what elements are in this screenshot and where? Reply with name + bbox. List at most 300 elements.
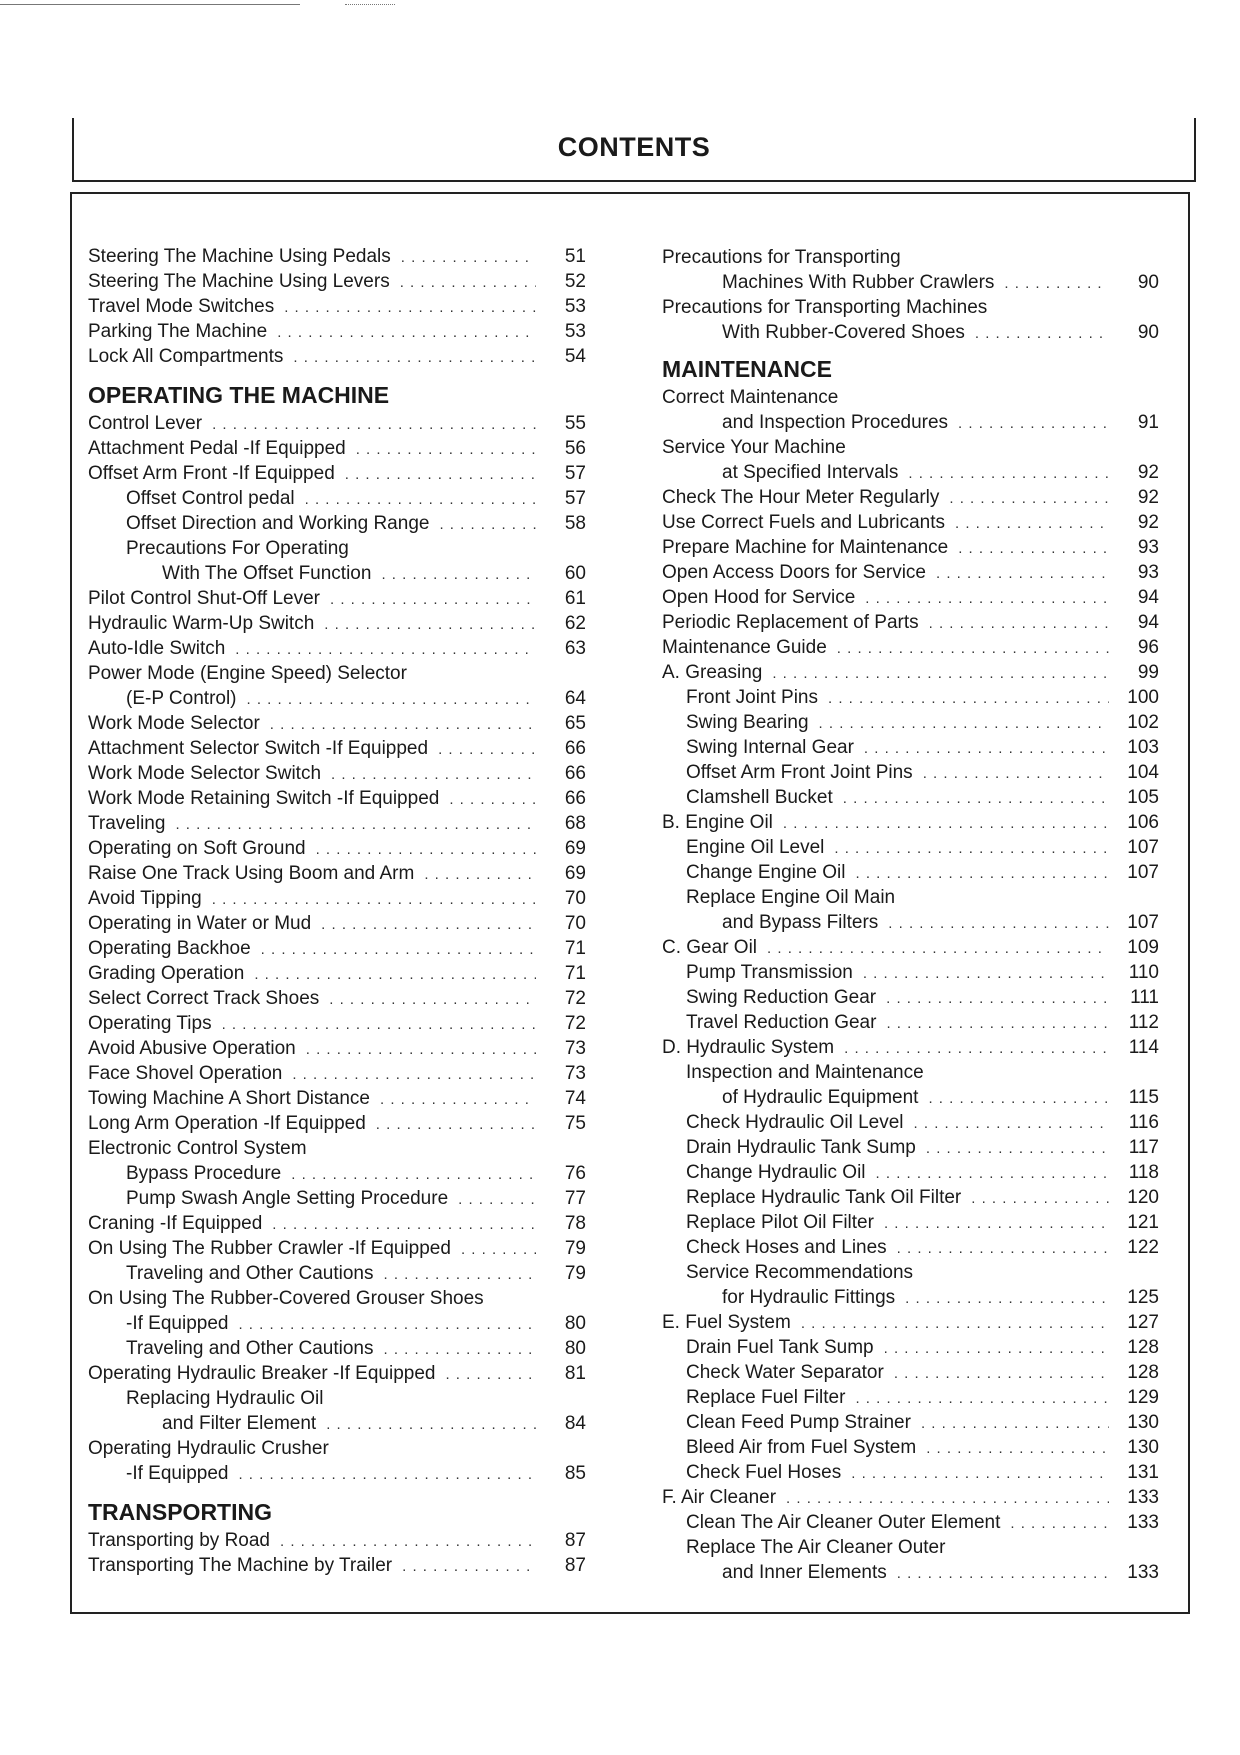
dot-leader bbox=[801, 1311, 1109, 1336]
toc-entry[interactable] bbox=[662, 710, 1159, 735]
dot-leader bbox=[865, 586, 1109, 611]
toc-entry-label: Offset Control pedal bbox=[126, 488, 295, 509]
toc-page-number: 66 bbox=[564, 788, 586, 809]
dot-leader bbox=[238, 1312, 536, 1337]
toc-page-number: 133 bbox=[1127, 1562, 1159, 1583]
toc-page-number: 103 bbox=[1127, 737, 1159, 758]
toc-page-number: 87 bbox=[564, 1555, 586, 1576]
toc-entry-label: Open Access Doors for Service bbox=[662, 562, 926, 583]
toc-entry-label: C. Gear Oil bbox=[662, 937, 758, 958]
toc-entry-label: Replacing Hydraulic Oil bbox=[126, 1388, 324, 1409]
toc-entry-label: On Using The Rubber Crawler -If Equipped bbox=[88, 1238, 451, 1259]
toc-entry-label: Parking The Machine bbox=[88, 321, 268, 342]
toc-page-number: 69 bbox=[564, 863, 586, 884]
toc-entry-label: Change Engine Oil bbox=[686, 862, 846, 883]
toc-entry-label: With Rubber-Covered Shoes bbox=[722, 322, 965, 343]
toc-entry[interactable] bbox=[662, 1085, 1159, 1110]
dot-leader bbox=[270, 712, 536, 737]
dot-leader bbox=[888, 911, 1109, 936]
toc-entry[interactable] bbox=[662, 1210, 1159, 1235]
dot-leader bbox=[921, 1411, 1109, 1436]
toc-entry[interactable] bbox=[88, 1011, 586, 1036]
toc-entry[interactable] bbox=[88, 1061, 586, 1086]
toc-page-number: 77 bbox=[564, 1188, 586, 1209]
toc-entry[interactable] bbox=[88, 1086, 586, 1111]
toc-entry[interactable] bbox=[88, 1111, 586, 1136]
toc-page-number: 79 bbox=[564, 1238, 586, 1259]
dot-leader bbox=[897, 1561, 1109, 1586]
toc-entry[interactable] bbox=[662, 660, 1159, 685]
toc-subheading bbox=[662, 1060, 1159, 1085]
toc-entry[interactable] bbox=[88, 1311, 586, 1336]
dot-leader bbox=[767, 936, 1109, 961]
toc-entry[interactable] bbox=[662, 1160, 1159, 1185]
dot-leader bbox=[401, 245, 536, 270]
toc-entry[interactable] bbox=[88, 269, 586, 294]
toc-entry-label: Long Arm Operation -If Equipped bbox=[88, 1113, 366, 1134]
toc-page-number: 118 bbox=[1128, 1162, 1159, 1183]
toc-entry[interactable] bbox=[88, 244, 586, 269]
toc-entry[interactable] bbox=[88, 786, 586, 811]
toc-entry[interactable] bbox=[662, 1460, 1159, 1485]
dot-leader bbox=[329, 987, 536, 1012]
dot-leader bbox=[272, 1212, 536, 1237]
dot-leader bbox=[380, 1087, 536, 1112]
dot-leader bbox=[884, 1211, 1109, 1236]
toc-entry[interactable] bbox=[662, 510, 1159, 535]
section-heading-maintenance: MAINTENANCE bbox=[662, 356, 832, 382]
toc-entry[interactable] bbox=[662, 1035, 1159, 1060]
toc-page-number: 94 bbox=[1137, 587, 1159, 608]
toc-entry[interactable] bbox=[88, 936, 586, 961]
toc-page-number: 70 bbox=[564, 913, 586, 934]
toc-page-number: 133 bbox=[1127, 1487, 1159, 1508]
toc-entry-label: Check Hoses and Lines bbox=[686, 1237, 887, 1258]
toc-page-number: 110 bbox=[1128, 962, 1159, 983]
toc-entry[interactable] bbox=[88, 761, 586, 786]
toc-page-number: 112 bbox=[1128, 1012, 1159, 1033]
dot-leader bbox=[235, 637, 536, 662]
dot-leader bbox=[331, 762, 536, 787]
dot-leader bbox=[321, 912, 536, 937]
dot-leader bbox=[843, 786, 1109, 811]
dot-leader bbox=[345, 462, 536, 487]
dot-leader bbox=[958, 536, 1109, 561]
dot-leader bbox=[897, 1236, 1109, 1261]
title-frame bbox=[72, 118, 1196, 182]
toc-entry-label: Check The Hour Meter Regularly bbox=[662, 487, 940, 508]
toc-page-number: 53 bbox=[564, 321, 586, 342]
toc-entry[interactable] bbox=[662, 485, 1159, 510]
toc-entry-label: Operating Tips bbox=[88, 1013, 212, 1034]
toc-entry-label: Power Mode (Engine Speed) Selector bbox=[88, 663, 407, 684]
toc-page-number: 57 bbox=[564, 488, 586, 509]
contents-left-column bbox=[88, 244, 586, 1578]
toc-entry[interactable] bbox=[88, 811, 586, 836]
dot-leader bbox=[863, 961, 1109, 986]
toc-entry-label: Check Fuel Hoses bbox=[686, 1462, 842, 1483]
dot-leader bbox=[291, 1162, 536, 1187]
toc-page-number: 102 bbox=[1127, 712, 1159, 733]
toc-page-number: 70 bbox=[564, 888, 586, 909]
toc-page-number: 91 bbox=[1137, 412, 1159, 433]
toc-entry-label: Precautions for Transporting bbox=[662, 247, 901, 268]
toc-page-number: 127 bbox=[1127, 1312, 1159, 1333]
toc-entry-label: Work Mode Selector bbox=[88, 713, 260, 734]
toc-entry[interactable] bbox=[88, 911, 586, 936]
toc-entry[interactable] bbox=[88, 1236, 586, 1261]
toc-page-number: 60 bbox=[564, 563, 586, 584]
toc-page-number: 90 bbox=[1137, 322, 1159, 343]
toc-entry-label: Clamshell Bucket bbox=[686, 787, 833, 808]
toc-page-number: 107 bbox=[1127, 837, 1159, 858]
toc-entry[interactable] bbox=[88, 636, 586, 661]
toc-subheading bbox=[662, 435, 1159, 460]
toc-entry[interactable] bbox=[662, 760, 1159, 785]
toc-entry-label: -If Equipped bbox=[126, 1463, 229, 1484]
toc-entry[interactable] bbox=[88, 611, 586, 636]
toc-page-number: 69 bbox=[564, 838, 586, 859]
toc-entry[interactable] bbox=[662, 1110, 1159, 1135]
toc-entry-label: Electronic Control System bbox=[88, 1138, 307, 1159]
dot-leader bbox=[929, 611, 1109, 636]
toc-entry[interactable] bbox=[662, 1435, 1159, 1460]
dot-leader bbox=[280, 1529, 536, 1554]
toc-page-number: 81 bbox=[564, 1363, 586, 1384]
toc-page-number: 68 bbox=[564, 813, 586, 834]
toc-entry[interactable] bbox=[88, 1553, 586, 1578]
toc-entry-label: Periodic Replacement of Parts bbox=[662, 612, 919, 633]
toc-entry-label: Travel Reduction Gear bbox=[686, 1012, 877, 1033]
toc-entry-label: Use Correct Fuels and Lubricants bbox=[662, 512, 946, 533]
toc-entry[interactable] bbox=[662, 860, 1159, 885]
toc-subheading bbox=[662, 385, 1159, 410]
toc-entry[interactable] bbox=[662, 635, 1159, 660]
toc-entry-label: Steering The Machine Using Pedals bbox=[88, 246, 391, 267]
toc-page-number: 104 bbox=[1127, 762, 1159, 783]
toc-entry-label: Correct Maintenance bbox=[662, 387, 839, 408]
toc-entry[interactable] bbox=[88, 411, 586, 436]
dot-leader bbox=[926, 1436, 1109, 1461]
toc-entry[interactable] bbox=[662, 1335, 1159, 1360]
toc-entry[interactable] bbox=[88, 586, 586, 611]
toc-entry[interactable] bbox=[662, 1560, 1159, 1585]
toc-entry[interactable] bbox=[662, 1485, 1159, 1510]
toc-page-number: 85 bbox=[564, 1463, 586, 1484]
toc-entry[interactable] bbox=[88, 1411, 586, 1436]
dot-leader bbox=[449, 787, 536, 812]
dot-leader bbox=[1004, 271, 1109, 296]
toc-entry[interactable] bbox=[662, 1285, 1159, 1310]
dot-leader bbox=[381, 562, 536, 587]
toc-entry[interactable] bbox=[88, 1161, 586, 1186]
toc-entry[interactable] bbox=[662, 685, 1159, 710]
toc-entry[interactable] bbox=[662, 460, 1159, 485]
toc-entry[interactable] bbox=[88, 344, 586, 369]
toc-entry[interactable] bbox=[662, 320, 1159, 345]
toc-page-number: 73 bbox=[564, 1038, 586, 1059]
dot-leader bbox=[876, 1161, 1109, 1186]
toc-entry-label: Swing Internal Gear bbox=[686, 737, 854, 758]
toc-entry-label: Face Shovel Operation bbox=[88, 1063, 283, 1084]
toc-entry-label: for Hydraulic Fittings bbox=[722, 1287, 896, 1308]
toc-entry[interactable] bbox=[662, 1135, 1159, 1160]
toc-entry-label: Replace Hydraulic Tank Oil Filter bbox=[686, 1187, 962, 1208]
toc-page-number: 61 bbox=[564, 588, 586, 609]
toc-page-number: 62 bbox=[564, 613, 586, 634]
dot-leader bbox=[424, 862, 536, 887]
toc-entry[interactable] bbox=[88, 1211, 586, 1236]
toc-entry[interactable] bbox=[662, 1510, 1159, 1535]
toc-entry[interactable] bbox=[88, 836, 586, 861]
toc-entry[interactable] bbox=[88, 1336, 586, 1361]
toc-entry-label: Pump Swash Angle Setting Procedure bbox=[126, 1188, 449, 1209]
scan-edge-mark bbox=[0, 4, 300, 5]
toc-entry-label: Open Hood for Service bbox=[662, 587, 856, 608]
toc-page-number: 107 bbox=[1127, 862, 1159, 883]
toc-page-number: 66 bbox=[564, 763, 586, 784]
toc-entry[interactable] bbox=[88, 961, 586, 986]
toc-page-number: 128 bbox=[1127, 1337, 1159, 1358]
toc-entry-label: Replace Fuel Filter bbox=[686, 1387, 846, 1408]
toc-entry-label: Avoid Abusive Operation bbox=[88, 1038, 296, 1059]
toc-entry[interactable] bbox=[88, 511, 586, 536]
toc-entry-label: Replace The Air Cleaner Outer bbox=[686, 1537, 946, 1558]
toc-entry-label: Drain Fuel Tank Sump bbox=[686, 1337, 874, 1358]
dot-leader bbox=[402, 1554, 536, 1579]
toc-entry-label: Check Hydraulic Oil Level bbox=[686, 1112, 904, 1133]
toc-page-number: 111 bbox=[1130, 987, 1159, 1008]
toc-entry[interactable] bbox=[88, 1461, 586, 1486]
toc-entry[interactable] bbox=[662, 960, 1159, 985]
toc-page-number: 99 bbox=[1137, 662, 1159, 683]
dot-leader bbox=[292, 1062, 536, 1087]
toc-entry-label: Towing Machine A Short Distance bbox=[88, 1088, 370, 1109]
dot-leader bbox=[886, 1011, 1109, 1036]
toc-entry[interactable] bbox=[88, 1036, 586, 1061]
toc-entry-label: Grading Operation bbox=[88, 963, 245, 984]
toc-page-number: 125 bbox=[1127, 1287, 1159, 1308]
toc-page-number: 120 bbox=[1127, 1187, 1159, 1208]
toc-page-number: 78 bbox=[564, 1213, 586, 1234]
toc-page-number: 106 bbox=[1127, 812, 1159, 833]
toc-page-number: 71 bbox=[564, 963, 586, 984]
dot-leader bbox=[324, 612, 536, 637]
dot-leader bbox=[284, 295, 536, 320]
toc-page-number: 84 bbox=[564, 1413, 586, 1434]
toc-entry[interactable] bbox=[662, 585, 1159, 610]
toc-entry[interactable] bbox=[662, 1310, 1159, 1335]
toc-entry-label: Craning -If Equipped bbox=[88, 1213, 263, 1234]
toc-page-number: 65 bbox=[564, 713, 586, 734]
dot-leader bbox=[923, 761, 1109, 786]
toc-entry[interactable] bbox=[662, 835, 1159, 860]
scan-edge-mark bbox=[345, 4, 395, 5]
dot-leader bbox=[306, 1037, 536, 1062]
toc-entry[interactable] bbox=[662, 1410, 1159, 1435]
dot-leader bbox=[445, 1362, 536, 1387]
toc-entry[interactable] bbox=[88, 486, 586, 511]
toc-entry[interactable] bbox=[88, 561, 586, 586]
dot-leader bbox=[356, 437, 536, 462]
toc-page-number: 75 bbox=[564, 1113, 586, 1134]
toc-subheading bbox=[662, 295, 1159, 320]
toc-page-number: 117 bbox=[1128, 1137, 1159, 1158]
toc-entry[interactable] bbox=[88, 886, 586, 911]
toc-entry[interactable] bbox=[88, 461, 586, 486]
dot-leader bbox=[828, 686, 1109, 711]
toc-entry-label: A. Greasing bbox=[662, 662, 763, 683]
dot-leader bbox=[926, 1136, 1109, 1161]
toc-page-number: 64 bbox=[564, 688, 586, 709]
toc-entry[interactable] bbox=[88, 294, 586, 319]
dot-leader bbox=[175, 812, 536, 837]
toc-entry-label: Change Hydraulic Oil bbox=[686, 1162, 866, 1183]
toc-entry[interactable] bbox=[662, 610, 1159, 635]
toc-page-number: 122 bbox=[1127, 1237, 1159, 1258]
toc-page-number: 131 bbox=[1127, 1462, 1159, 1483]
toc-entry[interactable] bbox=[662, 1010, 1159, 1035]
toc-entry[interactable] bbox=[88, 711, 586, 736]
toc-entry-label: and Inner Elements bbox=[722, 1562, 887, 1583]
toc-page-number: 107 bbox=[1127, 912, 1159, 933]
toc-entry-label: Avoid Tipping bbox=[88, 888, 202, 909]
toc-entry[interactable] bbox=[662, 1360, 1159, 1385]
toc-entry[interactable] bbox=[662, 985, 1159, 1010]
toc-entry-label: Offset Arm Front Joint Pins bbox=[686, 762, 913, 783]
toc-entry[interactable] bbox=[88, 1261, 586, 1286]
toc-entry-label: Prepare Machine for Maintenance bbox=[662, 537, 949, 558]
toc-page-number: 52 bbox=[564, 271, 586, 292]
toc-entry-label: Maintenance Guide bbox=[662, 637, 827, 658]
toc-entry[interactable] bbox=[662, 935, 1159, 960]
toc-entry[interactable] bbox=[662, 560, 1159, 585]
toc-entry-label: Attachment Selector Switch -If Equipped bbox=[88, 738, 429, 759]
toc-entry[interactable] bbox=[662, 735, 1159, 760]
toc-entry-label: Operating Hydraulic Breaker -If Equipped bbox=[88, 1363, 436, 1384]
toc-page-number: 54 bbox=[564, 346, 586, 367]
toc-page-number: 92 bbox=[1137, 512, 1159, 533]
toc-page-number: 79 bbox=[564, 1263, 586, 1284]
dot-leader bbox=[254, 962, 536, 987]
toc-page-number: 90 bbox=[1137, 272, 1159, 293]
toc-entry-label: Traveling and Other Cautions bbox=[126, 1263, 374, 1284]
dot-leader bbox=[884, 1336, 1109, 1361]
toc-entry-label: With The Offset Function bbox=[162, 563, 372, 584]
dot-leader bbox=[955, 511, 1109, 536]
toc-entry[interactable] bbox=[88, 686, 586, 711]
dot-leader bbox=[247, 687, 536, 712]
toc-page-number: 80 bbox=[564, 1338, 586, 1359]
toc-page-number: 133 bbox=[1127, 1512, 1159, 1533]
dot-leader bbox=[949, 486, 1109, 511]
toc-page-number: 71 bbox=[564, 938, 586, 959]
toc-page-number: 73 bbox=[564, 1063, 586, 1084]
toc-entry-label: Pilot Control Shut-Off Lever bbox=[88, 588, 320, 609]
toc-entry[interactable] bbox=[88, 861, 586, 886]
toc-entry[interactable] bbox=[662, 785, 1159, 810]
toc-entry-label: Offset Arm Front -If Equipped bbox=[88, 463, 335, 484]
dot-leader bbox=[439, 512, 536, 537]
toc-entry[interactable] bbox=[662, 1235, 1159, 1260]
toc-page-number: 115 bbox=[1128, 1087, 1159, 1108]
dot-leader bbox=[819, 711, 1109, 736]
toc-page-number: 130 bbox=[1127, 1437, 1159, 1458]
dot-leader bbox=[316, 837, 536, 862]
toc-entry-label: F. Air Cleaner bbox=[662, 1487, 777, 1508]
toc-entry-label: -If Equipped bbox=[126, 1313, 229, 1334]
toc-entry[interactable] bbox=[88, 1186, 586, 1211]
dot-leader bbox=[975, 321, 1109, 346]
toc-subheading bbox=[662, 885, 1159, 910]
dot-leader bbox=[293, 345, 536, 370]
toc-entry[interactable] bbox=[662, 810, 1159, 835]
toc-page-number: 66 bbox=[564, 738, 586, 759]
toc-entry[interactable] bbox=[662, 1385, 1159, 1410]
toc-entry[interactable] bbox=[662, 270, 1159, 295]
toc-entry-label: Replace Pilot Oil Filter bbox=[686, 1212, 874, 1233]
toc-entry-label: Auto-Idle Switch bbox=[88, 638, 226, 659]
toc-entry-label: D. Hydraulic System bbox=[662, 1037, 835, 1058]
dot-leader bbox=[958, 411, 1109, 436]
toc-entry-label: Clean Feed Pump Strainer bbox=[686, 1412, 911, 1433]
toc-entry[interactable] bbox=[88, 319, 586, 344]
dot-leader bbox=[326, 1412, 536, 1437]
dot-leader bbox=[222, 1012, 536, 1037]
dot-leader bbox=[851, 1461, 1109, 1486]
dot-leader bbox=[855, 1386, 1109, 1411]
toc-entry-label: Lock All Compartments bbox=[88, 346, 284, 367]
dot-leader bbox=[837, 636, 1109, 661]
toc-subheading bbox=[662, 1260, 1159, 1285]
toc-page-number: 63 bbox=[564, 638, 586, 659]
page-title: CONTENTS bbox=[557, 132, 711, 162]
toc-entry-label: Service Recommendations bbox=[686, 1262, 914, 1283]
toc-entry[interactable] bbox=[88, 1361, 586, 1386]
toc-entry[interactable] bbox=[662, 910, 1159, 935]
dot-leader bbox=[212, 887, 536, 912]
toc-entry[interactable] bbox=[88, 986, 586, 1011]
dot-leader bbox=[330, 587, 536, 612]
dot-leader bbox=[1010, 1511, 1109, 1536]
toc-entry[interactable] bbox=[662, 410, 1159, 435]
toc-entry-label: Steering The Machine Using Levers bbox=[88, 271, 390, 292]
toc-entry[interactable] bbox=[88, 436, 586, 461]
dot-leader bbox=[886, 986, 1109, 1011]
toc-entry-label: Traveling and Other Cautions bbox=[126, 1338, 374, 1359]
toc-entry-label: On Using The Rubber-Covered Grouser Shoes bbox=[88, 1288, 484, 1309]
toc-entry[interactable] bbox=[88, 736, 586, 761]
toc-page-number: 58 bbox=[564, 513, 586, 534]
toc-entry-label: Inspection and Maintenance bbox=[686, 1062, 924, 1083]
toc-page-number: 53 bbox=[564, 296, 586, 317]
toc-entry-label: Bypass Procedure bbox=[126, 1163, 282, 1184]
toc-entry[interactable] bbox=[88, 1528, 586, 1553]
toc-entry[interactable] bbox=[662, 1185, 1159, 1210]
toc-entry-label: Pump Transmission bbox=[686, 962, 853, 983]
section-heading-transporting: TRANSPORTING bbox=[88, 1499, 272, 1525]
dot-leader bbox=[400, 270, 536, 295]
toc-page-number: 87 bbox=[564, 1530, 586, 1551]
toc-subheading bbox=[662, 245, 1159, 270]
toc-page-number: 72 bbox=[564, 988, 586, 1009]
toc-subheading bbox=[88, 1136, 586, 1161]
dot-leader bbox=[238, 1462, 536, 1487]
toc-page-number: 129 bbox=[1127, 1387, 1159, 1408]
toc-entry[interactable] bbox=[662, 535, 1159, 560]
toc-entry-label: at Specified Intervals bbox=[722, 462, 899, 483]
dot-leader bbox=[783, 811, 1109, 836]
